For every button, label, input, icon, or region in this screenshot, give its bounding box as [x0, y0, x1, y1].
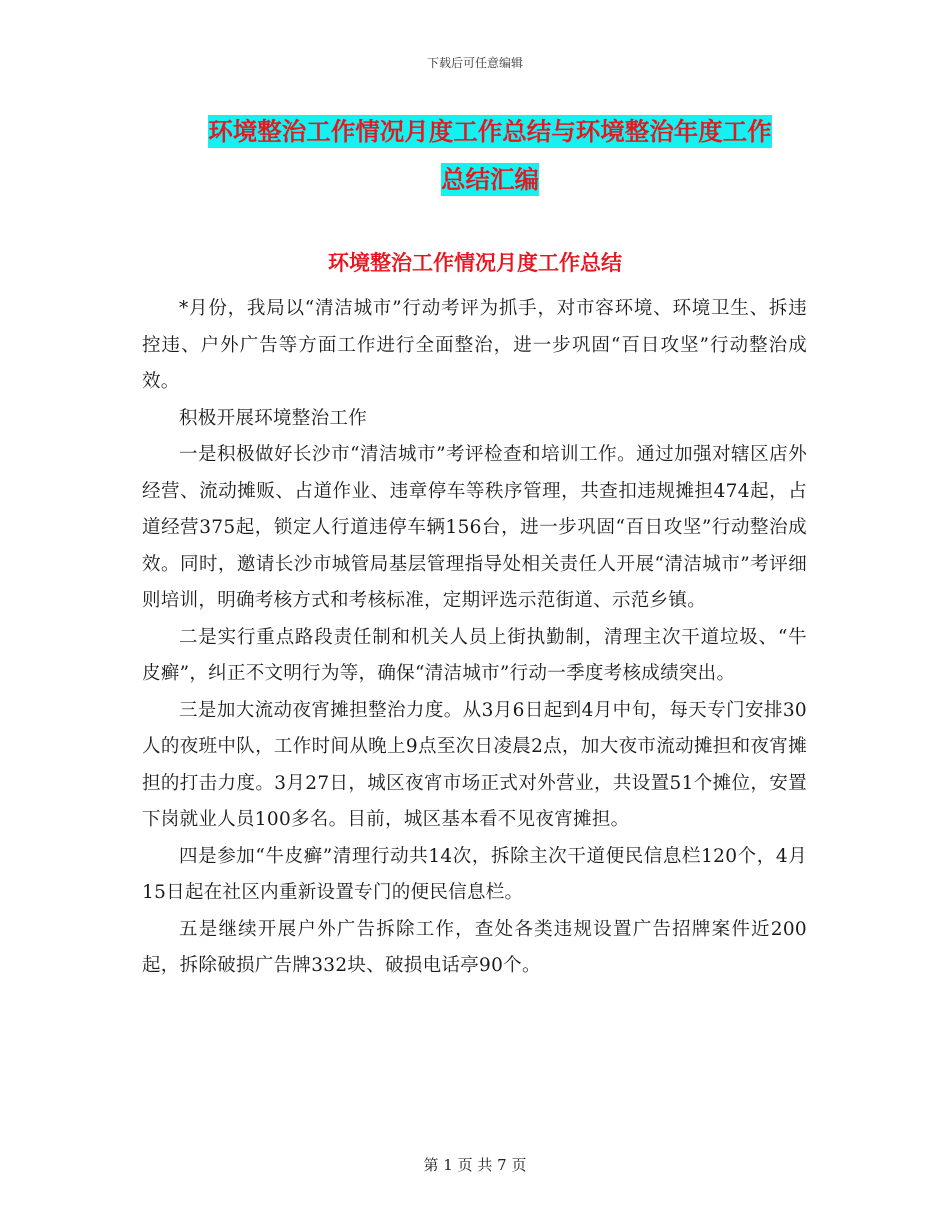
section-title: 环境整治工作情况月度工作总结 — [328, 251, 622, 275]
paragraph: *月份，我局以“清洁城市”行动考评为抓手，对市容环境、环境卫生、拆违控违、户外广告等方面工作进行全面整治，进一步巩固“百日攻坚”行动整治成效。 — [142, 298, 807, 392]
page-number: 第 1 页 共 7 页 — [423, 1156, 527, 1174]
paragraph: 四是参加“牛皮癣”清理行动共14次，拆除主次干道便民信息栏120个，4月15日起在社区内重新设置专门的便民信息栏。 — [142, 845, 807, 903]
paragraph: 积极开展环境整治工作 — [179, 407, 368, 429]
paragraph: 三是加大流动夜宵摊担整治力度。从3月6日起到4月中旬，每天专门安排30人的夜班中队，工作时间从晚上9点至次日凌晨2点，加大夜市流动摊担和夜宵摊担的打击力度。3月27日，城区夜宵市场正式对外营业，共设置51个摊位，安置下岗就业人员100多名。目前，城区基本看不见夜宵摊担。 — [142, 699, 807, 830]
document-body — [142, 291, 807, 985]
paragraph: 一是积极做好长沙市“清洁城市”考评检查和培训工作。通过加强对辖区店外经营、流动摊贩、占道作业、违章停车等秩序管理，共查扣违规摊担474起，占道经营375起，锁定人行道违停车辆156台，进一步巩固“百日攻坚”行动整治成效。同时，邀请长沙市城管局基层管理指导处相关责任人开展“清洁城市”考评细则培训，明确考核方式和考核标准，定期评选示范街道、示范乡镇。 — [142, 444, 807, 611]
main-title — [150, 108, 830, 204]
header-note: 下载后可任意编辑 — [426, 56, 523, 70]
main-title-line-1: 环境整治工作情况月度工作总结与环境整治年度工作 — [208, 117, 772, 146]
paragraph: 二是实行重点路段责任制和机关人员上街执勤制，清理主次干道垃圾、“牛皮癣”，纠正不文明行为等，确保“清洁城市”行动一季度考核成绩突出。 — [142, 626, 807, 684]
paragraph: 五是继续开展户外广告拆除工作，查处各类违规设置广告招牌案件近200起，拆除破损广告牌332块、破损电话亭90个。 — [142, 918, 807, 976]
main-title-line-2: 总结汇编 — [441, 165, 539, 194]
